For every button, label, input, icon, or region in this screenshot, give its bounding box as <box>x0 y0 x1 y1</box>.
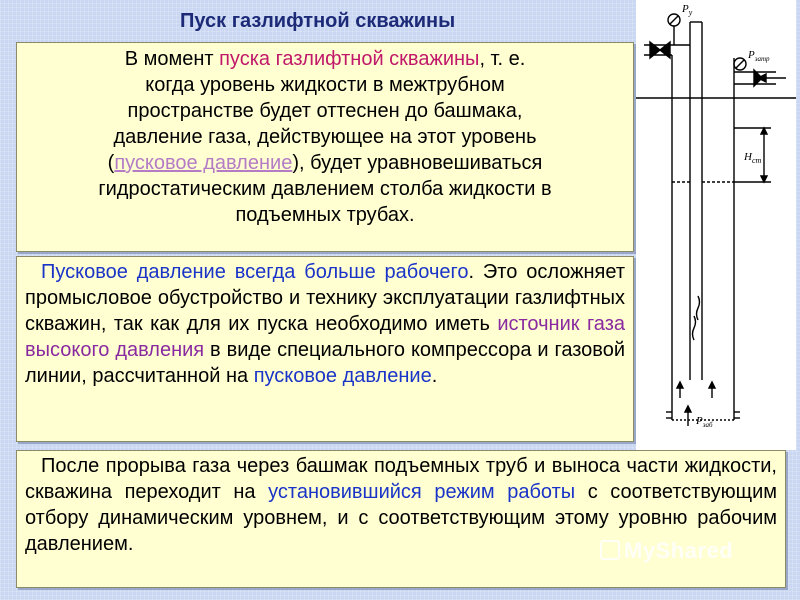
starting-pressure-textbox <box>16 256 634 442</box>
label-py: $P_у$ <box>682 3 693 17</box>
gaslift-well-diagram <box>636 0 796 450</box>
box3-text: После прорыва газа через башмак подъемных труб и выноса части жидкости, скважина переходит на <box>25 455 777 503</box>
box2-text: в виде специального компрессора и газовой линии, рассчитанной на <box>25 339 625 387</box>
box1-line3: пространстве будет оттеснен до башмака, <box>127 100 523 122</box>
box2-text: . <box>431 365 438 387</box>
gauge-py-needle <box>670 16 678 24</box>
highlight-steady-mode: установившийся режим работы <box>268 481 576 503</box>
shoe-arrowhead-left <box>677 382 683 388</box>
box1-line2: когда уровень жидкости в межтрубном <box>145 74 505 96</box>
hst-arrow-down <box>761 176 767 182</box>
steady-state-textbox <box>16 450 786 588</box>
box2-text: . <box>468 261 475 283</box>
highlight-launch: пуска газлифтной скважины <box>219 48 480 70</box>
well-schematic <box>636 0 796 450</box>
label-pzab: $P_{заб}$ <box>696 415 713 429</box>
label-pzatr: $P_{затр}$ <box>748 49 770 63</box>
gauge-pzatr-needle <box>736 60 744 68</box>
box1-line4: давление газа, действующее на этот уровень <box>113 126 537 148</box>
label-hst: $H_{ст}$ <box>744 151 762 165</box>
box1-text: ), будет уравновешиваться <box>292 152 543 174</box>
box3-text: с соответствующим отбору динамическим уровнем, и с соответствующим этому уровню рабочим давлением. <box>25 481 777 555</box>
bubble-stream-icon-2 <box>697 296 700 320</box>
pzab-arrowhead <box>685 406 691 412</box>
shoe-arrowhead-right <box>709 382 715 388</box>
box1-text: , т. е. <box>479 48 526 70</box>
definition-textbox <box>16 42 634 252</box>
box2-text: Это осложняет промысловое обустройство и технику эксплуатации газлифтных скважин, так как для их пуска необходимо иметь <box>25 261 625 335</box>
box1-line7: подъемных трубах. <box>235 204 415 226</box>
box1-text: ( <box>107 152 115 174</box>
highlight-gas-source: источник газа высокого давления <box>25 313 625 361</box>
starting-pressure-link[interactable]: пусковое давление <box>114 152 293 174</box>
box1-line5 <box>21 150 629 176</box>
slide-title: Пуск газлифтной скважины <box>180 10 456 32</box>
myshared-logo-icon <box>600 540 620 560</box>
box1-line1 <box>21 46 629 72</box>
highlight-starting-pressure: Пусковое давление всегда больше рабочего <box>41 261 469 283</box>
watermark-text: MyShared <box>624 538 734 563</box>
box1-text: В момент <box>124 48 220 70</box>
watermark <box>600 538 733 564</box>
hst-arrow-up <box>761 128 767 134</box>
highlight-starting-pressure-2: пусковое давление <box>253 365 432 387</box>
bubble-stream-icon <box>693 316 696 340</box>
box1-line6: гидростатическим давлением столба жидкости в <box>98 178 552 200</box>
box2-paragraph <box>25 259 625 389</box>
